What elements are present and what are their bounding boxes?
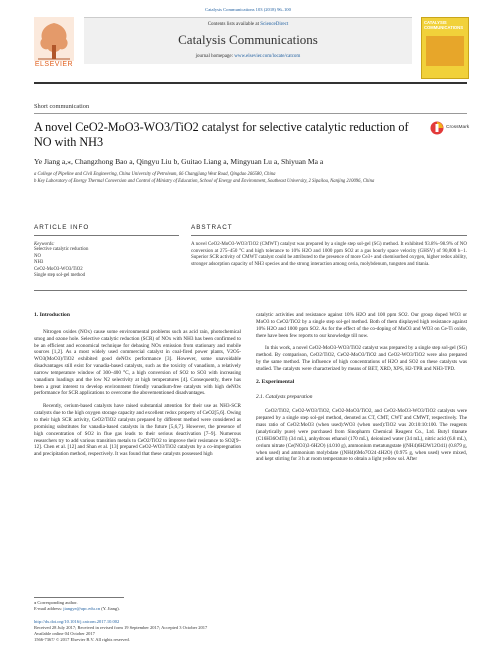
author-list: Ye Jiang a,⁎, Changzhong Bao a, Qingyu Liu b, Guitao Liang a, Mingyuan Lu a, Shiyuan Ma a <box>34 157 324 166</box>
footnote-rule <box>34 597 124 598</box>
intro-paragraph-2: Recently, cerium-based catalysts have raised substantial attention for their use as NH3-SCR catalysts due to the high oxygen storage capacity and excellent redox property of CeO2[5,6]. Owing to their high SCR activity, CeO2/TiO2 catalysts prepared by different method were considered as promising substitutes for vanadia-based catalysts in the future [5,6,7]. However, the presence of high concentration of SO2 in flue gas leads to their serious deactivation [7–9]. Numerous researchers try to add various transition metals to CeO2/TiO2 to improve their resistance to SO2[9–12]. Chen et al. [12] and Shan et al. [13] prepared CeO2-WO3/TiO2 catalysts by a co-impregnation and precipitation method, respectively. It was found that these catalysts possessed high <box>34 403 241 458</box>
elsevier-tree-logo <box>34 17 74 61</box>
journal-homepage: journal homepage: www.elsevier.com/locate/catcom <box>195 54 301 59</box>
journal-title: Catalysis Communications <box>178 32 318 47</box>
journal-citation: Catalysis Communications 103 (2018) 96–100 <box>205 7 291 12</box>
homepage-link[interactable]: www.elsevier.com/locate/catcom <box>234 54 301 59</box>
crossmark-icon <box>430 121 444 135</box>
keyword[interactable]: Single step sol-gel method <box>34 273 86 279</box>
corresponding-note: ⁎ Corresponding author. <box>34 600 78 605</box>
article-type: Short communication <box>34 103 90 110</box>
abstract-end-rule <box>34 290 467 291</box>
keyword[interactable]: NO <box>34 253 41 259</box>
affiliation-a: a College of Pipeline and Civil Engineering, China University of Petroleum, 66 Changjiang West Road, Qingdao 266580, China <box>34 172 276 177</box>
journal-cover-image <box>421 17 469 79</box>
keyword[interactable]: Selective catalytic reduction <box>34 247 89 252</box>
received-line: Received 28 July 2017; Received in revised form 19 September 2017; Accepted 3 October 2017 <box>34 625 208 630</box>
right-paragraph-1: catalytic activities and resistance against 10% H2O and 100 ppm SO2. Our group doped WO3 or MoO3 to CeO2/TiO2 by a single step sol-gel method. Both of them displayed high resistance against 10% H2O and 1000 ppm SO2. As for the effect of the co-doping of MoO3 and WO3 on Ce-Ti oxide, there have been few reports to our knowledge till now. <box>256 312 467 339</box>
type-rule <box>34 113 467 114</box>
article-info-heading: ARTICLE INFO <box>34 224 90 231</box>
sciencedirect-link[interactable]: ScienceDirect <box>260 22 289 27</box>
email-line: E-mail address: jiangye@upc.edu.cn (Y. Jiang). <box>34 606 120 611</box>
affiliation-b: b Key Laboratory of Energy Thermal Conversion and Control of Ministry of Education, School of Energy and Environment, Southeast University, 2 Sipailou, Nanjing 210096, China <box>34 179 375 184</box>
left-column <box>34 312 241 464</box>
abstract-rule <box>191 235 467 236</box>
available-line: Available online 04 October 2017 <box>34 631 95 636</box>
cover-title: CATALYSIS COMMUNICATIONS <box>424 20 464 30</box>
preparation-heading: 2.1. Catalysts preparation <box>256 393 313 400</box>
experimental-heading: 2. Experimental <box>256 378 295 385</box>
intro-heading: 1. Introduction <box>34 312 70 318</box>
copyright-line: 1566-7367/ © 2017 Elsevier B.V. All rights reserved. <box>34 637 130 642</box>
doi-link[interactable]: http://dx.doi.org/10.1016/j.catcom.2017.10.002 <box>34 619 120 624</box>
right-paragraph-2: In this work, a novel CeO2-MoO3-WO3/TiO2 catalyst was prepared by a single step sol-gel (SG) method. By comparison, CeO2/TiO2, CeO2-MoO3/TiO2 and CeO2-WO3/TiO2 were also prepared by the same method. The influence of high concentrations of H2O and SO2 on these catalysts was studied. The catalysts were characterized by means of BET, XRD, XPS, H2-TPR and NH3-TPD. <box>256 345 467 372</box>
abstract-text: A novel CeO2-MoO3-WO3/TiO2 (CMWT) catalyst was prepared by a single step sol-gel (SG) method. It exhibited 93.8%–98.9% of NO conversion at 275–450 °C and high tolerance to 10% H2O and 1000 ppm SO2 at a gas hourly space velocity (GHSV) of 90,000 h−1. Superior SCR activity of CMWT catalyst could be attributed to the presence of more Ce3+ and chemisorbed oxygen, higher redox ability, stronger adsorption capacity of NH3 species and the strong interaction among ceria, molybdenum, tungsten and titania. <box>191 242 467 267</box>
cover-graphic <box>426 36 464 66</box>
email-link[interactable]: jiangye@upc.edu.cn <box>63 606 101 611</box>
crossmark-label: CrossMark <box>446 125 470 130</box>
keyword[interactable]: NH3 <box>34 260 44 266</box>
journal-banner <box>84 17 412 64</box>
contents-line: Contents lists available at ScienceDirect <box>207 22 289 27</box>
keywords-block <box>34 242 179 280</box>
right-column <box>256 312 467 469</box>
info-rule <box>34 235 179 236</box>
article-title: A novel CeO2-MoO3-WO3/TiO2 catalyst for selective catalytic reduction of NO with NH3 <box>34 120 409 149</box>
header-rule <box>34 82 467 84</box>
keywords-label: Keywords: <box>34 242 55 247</box>
keyword[interactable]: CeO2-MoO3-WO3/TiO2 <box>34 266 83 272</box>
preparation-paragraph: CeO2/TiO2, CeO2-WO3/TiO2, CeO2-MoO3/TiO2, and CeO2-MoO3-WO3/TiO2 catalysts were prepared by a single step sol-gel method, denoted as CT, CMT, CWT and CMWT, respectively. The mass ratio of CeO2:MoO3 (when used):WO3 (when used):TiO2 was 20:10:10:100. The reagents (analytically pure) were purchased from Sinopharm Chemical Reagent Co., Ltd. Butyl titanate (C16H36O4Ti) (34 mL), anhydrous ethanol (170 mL), deionized water (34 mL), nitric acid (6.8 mL), cerium nitrate (Ce(NO3)3·6H2O) (4.010 g), ammonium metatungstate ((NH4)6H2W12O41) (0.879 g, when used) and ammonium molybdate ((NH4)6Mo7O24·4H2O) (0.975 g, when used) were mixed, and kept stirring for 3 h at room temperature to obtain a light yellow sol. After <box>256 408 467 463</box>
publisher-name: ELSEVIER <box>34 61 74 68</box>
crossmark-badge[interactable] <box>430 121 470 136</box>
abstract-heading: ABSTRACT <box>191 224 233 231</box>
intro-paragraph-1: Nitrogen oxides (NOx) cause some environmental problems such as acid rain, photochemical smog and ozone hole. Selective catalytic reduction (SCR) of NOx with NH3 has been confirmed to be an efficient and economical technique for debasing NOx emission from stationary and mobile sources [1,2]. As a most widely used commercial catalyst in coal-fired power plants, V2O5-WO3(MoO3)/TiO2 exhibited good deNOx performance [3]. However, some unavoidable disadvantages still exist for vanadia-based catalysts, such as the toxicity of vanadium, a relatively narrow temperature window of 300–400 °C, a high conversion of SO2 to SO3 with increasing vanadium loadings and the low N2 selectivity at high temperatures [4]. Consequently, there has been a great interest to develop environment friendly vanadium-free catalysts with high deNOx performance for SCR applications to overcome the abovementioned disadvantages. <box>34 328 241 397</box>
